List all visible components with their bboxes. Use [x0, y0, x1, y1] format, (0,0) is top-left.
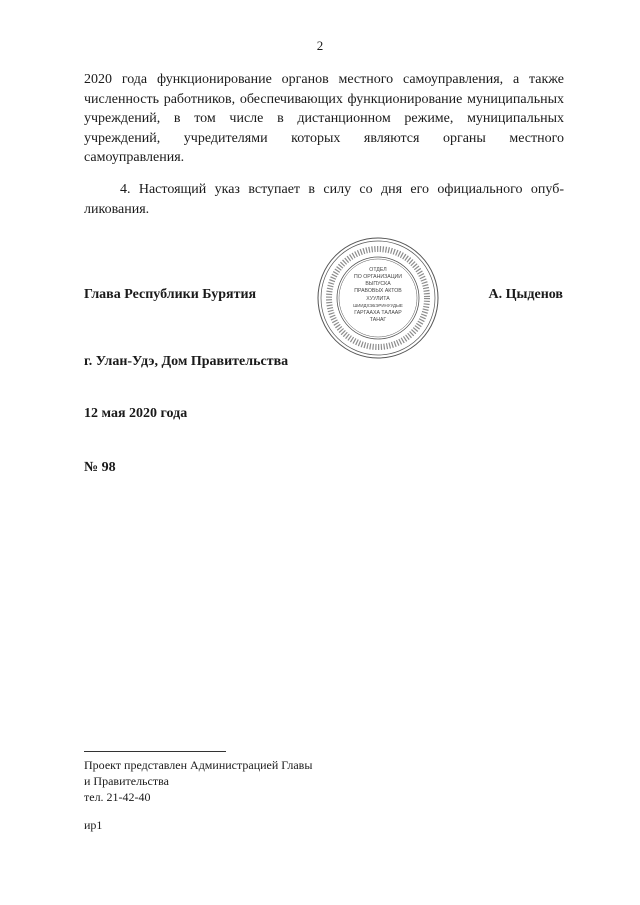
signatory-title: Глава Республики Бурятия — [84, 287, 257, 302]
signing-place: г. Улан-Удэ, Дом Правительства — [84, 354, 289, 369]
seal-line: ВЫПУСКА — [365, 281, 391, 287]
seal-line: ГАРГААХА ТАЛААР — [354, 310, 402, 316]
seal-line: ПРАВОВЫХ АКТОВ — [354, 288, 402, 294]
decree-number: № 98 — [84, 460, 116, 475]
executor-code: ир1 — [84, 818, 103, 832]
footnote — [84, 757, 312, 805]
official-seal — [316, 236, 440, 360]
paragraph-item-4: 4. Настоящий указ вступает в силу со дня его официального опубликования. — [84, 182, 564, 217]
seal-line: ШИИДХЭБЭРИНУУДЫЕ — [353, 303, 403, 308]
signing-date: 12 мая 2020 года — [84, 406, 188, 421]
seal-line: ПО ОРГАНИЗАЦИИ — [354, 274, 402, 280]
paragraph-continuation: 2020 года функционирование органов местного самоуправления, а также численность работников, обеспечивающих функционирование муниципальных учреждений, в том числе в дистанционном режиме, муниципальных учреждений, учредителями которых являются органы местного самоуправления. — [84, 72, 564, 165]
seal-line: ТАНАГ — [369, 317, 387, 323]
page-number: 2 — [316, 38, 324, 53]
footnote-phone: тел. 21-42-40 — [84, 790, 151, 804]
seal-line: ОТДЕЛ — [369, 267, 387, 273]
seal-line: ХУУЛИТА — [366, 296, 390, 302]
footnote-divider — [84, 751, 226, 752]
signatory-name: А. Цыденов — [488, 287, 563, 302]
footnote-line: и Правительства — [84, 774, 169, 788]
footnote-line: Проект представлен Администрацией Главы — [84, 758, 313, 772]
